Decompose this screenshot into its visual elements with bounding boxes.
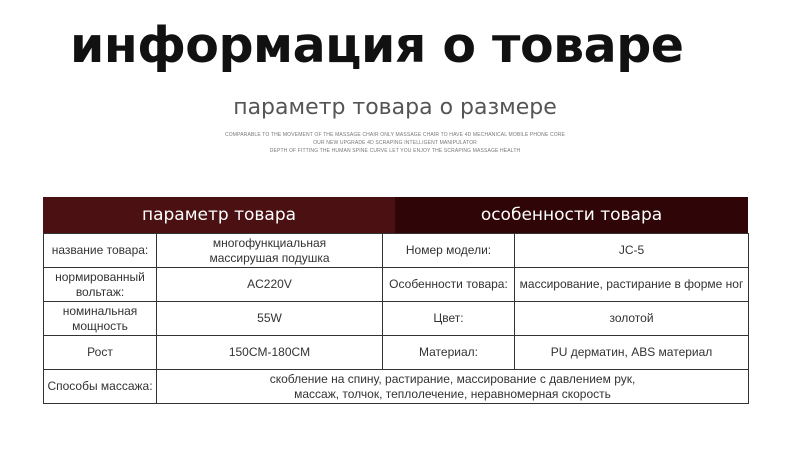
fine-print-line: COMPARABLE TO THE MOVEMENT OF THE MASSAGE CHAIR ONLY MASSAGE CHAIR TO HAVE 4D MECHANICAL MOBILE PHONE CORE <box>224 132 566 138</box>
page-subtitle: параметр товара о размере <box>233 95 557 120</box>
fine-print-line: OUR NEW UPGRADE 4D SCRAPING INTELLIGENT MANIPULATOR <box>313 140 477 146</box>
value-material: PU дерматин, ABS материал <box>515 336 749 370</box>
fine-print-line: DEPTH OF FITTING THE HUMAN SPINE CURVE LET YOU ENJOY THE SCRAPING MASSAGE HEALTH <box>269 148 521 154</box>
table-row <box>44 336 749 370</box>
value-product-name <box>157 234 383 268</box>
fine-print <box>0 131 790 155</box>
table-header <box>43 197 748 233</box>
value-massage-modes <box>157 370 749 404</box>
table-row <box>44 302 749 336</box>
label-line: номинальная <box>62 303 138 318</box>
label-massage-modes: Способы массажа: <box>44 370 157 404</box>
label-line: вольтаж: <box>75 284 125 299</box>
page-title: информация о товаре <box>70 17 684 74</box>
value-color: золотой <box>515 302 749 336</box>
value-power: 55W <box>157 302 383 336</box>
label-product-name: название товара: <box>44 234 157 268</box>
label-height: Рост <box>44 336 157 370</box>
header-parameters: параметр товара <box>43 197 395 233</box>
label-voltage <box>44 268 157 302</box>
label-line: нормированный <box>55 269 145 284</box>
spec-table <box>43 197 748 403</box>
table-row <box>44 370 749 404</box>
value-product-features: массирование, растирание в форме ног <box>515 268 749 302</box>
value-line: массаж, толчок, теплолечение, неравномерная скорость <box>294 386 611 401</box>
value-line: многофункциальная <box>212 235 327 250</box>
value-line: массирушая подушка <box>209 250 330 265</box>
spec-grid <box>43 233 749 404</box>
label-material: Материал: <box>383 336 515 370</box>
table-row <box>44 234 749 268</box>
value-line: скобление на спину, растирание, массирование с давлением рук, <box>269 371 636 386</box>
label-line: мощность <box>72 318 128 333</box>
label-power <box>44 302 157 336</box>
table-row <box>44 268 749 302</box>
label-product-features: Особенности товара: <box>383 268 515 302</box>
header-features: особенности товара <box>395 197 748 233</box>
value-height: 150CM-180CM <box>157 336 383 370</box>
value-model-number: JC-5 <box>515 234 749 268</box>
label-model-number: Номер модели: <box>383 234 515 268</box>
value-voltage: AC220V <box>157 268 383 302</box>
label-color: Цвет: <box>383 302 515 336</box>
